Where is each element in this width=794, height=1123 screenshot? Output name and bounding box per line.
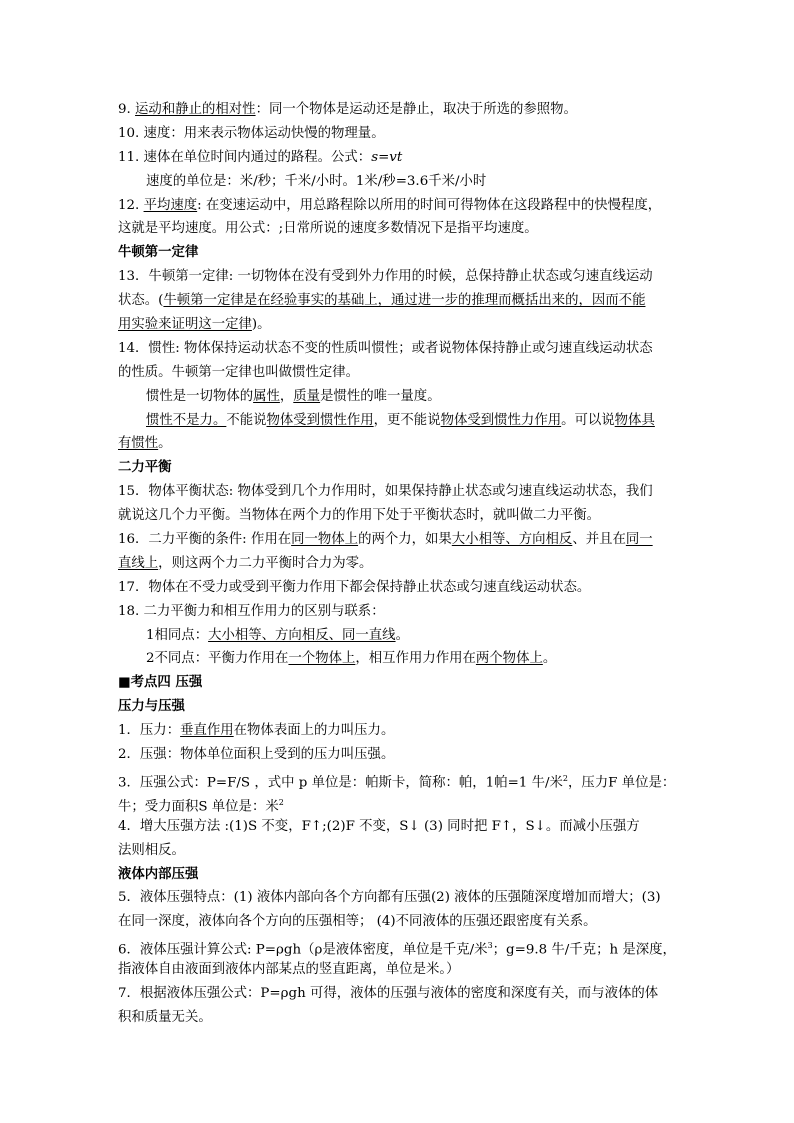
text-line [118, 647, 686, 671]
text-line [118, 743, 686, 767]
text-run: 2．压强：物体单位面积上受到的压力叫压强。 [118, 747, 395, 763]
text-run: 15．物体平衡状态: 物体受到几个力作用时，如果保持静止状态或匀速直线运动状态，我们 [118, 484, 653, 500]
text-run: 14．惯性: 物体保持运动状态不变的性质叫惯性；或者说物体保持静止或匀速直线运动状态 [118, 340, 653, 356]
text-run: ：同一个物体是运动还是静止，取决于所选的参照物。 [255, 102, 577, 117]
section-heading [118, 863, 686, 887]
text-line [118, 98, 686, 122]
text-run: 13．牛顿第一定律: 一切物体在没有受到外力作用的时候，总保持静止状态或匀速直线运动 [118, 269, 653, 285]
text-run: 1相同点： [146, 627, 209, 643]
text-line [118, 791, 686, 815]
text-run: 液体内部压强 [118, 865, 199, 882]
text-line [118, 886, 686, 910]
document-page [118, 98, 686, 1030]
underlined-text: 牛顿第一定律是在经验事实的基础上，通过进一步的推理而概括出来的，因而不能 [163, 293, 646, 309]
text-run: 2 [278, 797, 284, 807]
text-run: 这就是平均速度。用公式：;日常所说的速度多数情况下是指平均速度。 [118, 221, 538, 237]
underlined-text: 大小相等、方向相反、同一直线 [208, 627, 396, 643]
text-line [118, 815, 686, 839]
underlined-text: 直线上 [118, 555, 159, 571]
text-run: 就说这几个力平衡。当物体在两个力的作用下处于平衡状态时，就叫做二力平衡。 [118, 508, 601, 524]
text-run: 2不同点：平衡力作用在 [146, 651, 289, 667]
text-run: 的两个力，如果 [358, 532, 452, 548]
text-line [118, 719, 686, 743]
underlined-text: 一个物体上 [288, 651, 356, 667]
text-run: 2 [562, 773, 568, 783]
text-line [118, 265, 686, 289]
text-run: 、并且在 [572, 532, 626, 548]
text-run: ，压力F 单位是： [567, 775, 676, 791]
text-line [118, 504, 686, 528]
underlined-text: 平均速度 [143, 197, 198, 213]
text-run: 积和质量无关。 [118, 1009, 212, 1025]
text-run: ，更不能说 [373, 412, 441, 428]
underlined-text: 惯性不是力。 [146, 412, 227, 428]
text-run: ，则这两个力二力平衡时合力为零。 [158, 555, 373, 571]
text-run: s=vt [371, 149, 403, 165]
text-line [118, 624, 686, 648]
underlined-text: 物体受到惯性力作用 [440, 412, 562, 428]
text-run: 的性质。牛顿第一定律也叫做惯性定律。 [118, 364, 360, 380]
underlined-text: 物体具 [614, 412, 655, 428]
text-line [118, 146, 686, 170]
text-line [118, 289, 686, 313]
underlined-text: 运动和静止的相对性 [135, 102, 256, 117]
text-run: 6．液体压强计算公式: P=ρgh（ρ是液体密度，单位是千克/米 [118, 942, 488, 958]
text-line [118, 170, 686, 194]
text-line [118, 337, 686, 361]
section-heading [118, 671, 686, 695]
text-run: 3．压强公式：P=F/S ，式中 p 单位是：帕斯卡，简称：帕，1帕=1 牛/米 [118, 775, 563, 791]
text-line [118, 432, 686, 456]
text-run: ，相互作用力作用在 [355, 651, 476, 667]
text-run: 惯性是一切物体的 [146, 388, 254, 404]
text-run: 速度的单位是：米/秒；千米/小时。1米/秒=3.6千米/小时 [146, 173, 487, 189]
text-line [118, 839, 686, 863]
text-run: 指液体自由液面到液体内部某点的竖直距离，单位是米。） [118, 962, 460, 978]
text-line [118, 767, 686, 791]
text-run: 压力与压强 [118, 698, 185, 715]
underlined-text: 大小相等、方向相反 [451, 532, 573, 548]
text-run: 18. 二力平衡力和相互作用力的区别与联系： [118, 603, 385, 619]
text-run: 3 [487, 941, 493, 951]
text-run: 。 [395, 627, 409, 643]
text-run: 17．物体在不受力或受到平衡力作用下都会保持静止状态或匀速直线运动状态。 [118, 579, 591, 595]
text-run: ；g=9.8 牛/千克；h 是深度， [492, 942, 676, 958]
text-line [118, 576, 686, 600]
text-run: 牛；受力面积S 单位是：米 [118, 799, 279, 815]
underlined-text: 两个物体上 [475, 651, 543, 667]
text-run: 在同一深度，液体向各个方向的压强相等； (4)不同液体的压强还跟密度有关系。 [118, 914, 597, 930]
text-line [118, 480, 686, 504]
underlined-text: 物体受到惯性作用 [266, 412, 374, 428]
text-run: 是惯性的唯一量度。 [320, 388, 441, 404]
text-run: ， [279, 388, 294, 404]
text-line [118, 217, 686, 241]
text-run: 7．根据液体压强公式：P=ρgh 可得，液体的压强与液体的密度和深度有关，而与液体的体 [118, 985, 659, 1001]
text-run: 4．增大压强方法 :(1)S 不变，F↑;(2)F 不变，S↓ (3) 同时把 F↑，S↓。而减小压强方 [118, 818, 640, 834]
text-line [118, 600, 686, 624]
underlined-text: 有惯性 [118, 436, 159, 452]
text-run: 不能说 [226, 412, 267, 428]
text-run: 。 [542, 651, 557, 667]
underlined-text: 质量 [293, 388, 321, 404]
text-line [118, 982, 686, 1006]
text-line [118, 958, 686, 982]
text-line [118, 122, 686, 146]
text-line [118, 528, 686, 552]
text-run: 状态。( [118, 293, 164, 309]
text-run: 法则相反。 [118, 842, 185, 858]
text-run: 5．液体压强特点：(1) 液体内部向各个方向都有压强(2) 液体的压强随深度增加而增大；(3) [118, 890, 661, 906]
section-heading [118, 695, 686, 719]
text-run: 12. [118, 197, 144, 213]
underlined-text: 属性 [253, 388, 280, 404]
text-line [118, 910, 686, 934]
text-line [118, 194, 686, 218]
text-line [118, 409, 686, 433]
text-run: 9. [118, 102, 136, 117]
text-run: 在物体表面上的力叫压力。 [233, 723, 395, 739]
text-run: 10. 速度：用来表示物体运动快慢的物理量。 [118, 125, 385, 141]
text-run: 11. 速体在单位时间内通过的路程。公式： [118, 149, 372, 165]
underlined-text: 用实验来证明这一定律 [118, 317, 252, 333]
text-run: 二力平衡 [118, 459, 172, 476]
section-heading [118, 456, 686, 480]
text-line [118, 1006, 686, 1030]
underlined-text: 同一物体上 [291, 532, 359, 548]
text-run: 。可以说 [561, 412, 615, 428]
text-line [118, 934, 686, 958]
text-line [118, 552, 686, 576]
text-line [118, 361, 686, 385]
text-line [118, 385, 686, 409]
underlined-text: 垂直作用 [180, 723, 234, 739]
text-line [118, 313, 686, 337]
text-run: ■考点四 压强 [118, 674, 203, 691]
text-run: : 在变速运动中，用总路程除以所用的时间可得物体在这段路程中的快慢程度， [197, 197, 662, 213]
text-run: 1．压力： [118, 723, 181, 739]
section-heading [118, 241, 686, 265]
text-run: 。 [158, 436, 172, 452]
text-run: 牛顿第一定律 [118, 244, 199, 261]
text-run: 16．二力平衡的条件: 作用在 [118, 532, 292, 548]
text-run: )。 [251, 317, 271, 333]
underlined-text: 同一 [625, 532, 653, 548]
